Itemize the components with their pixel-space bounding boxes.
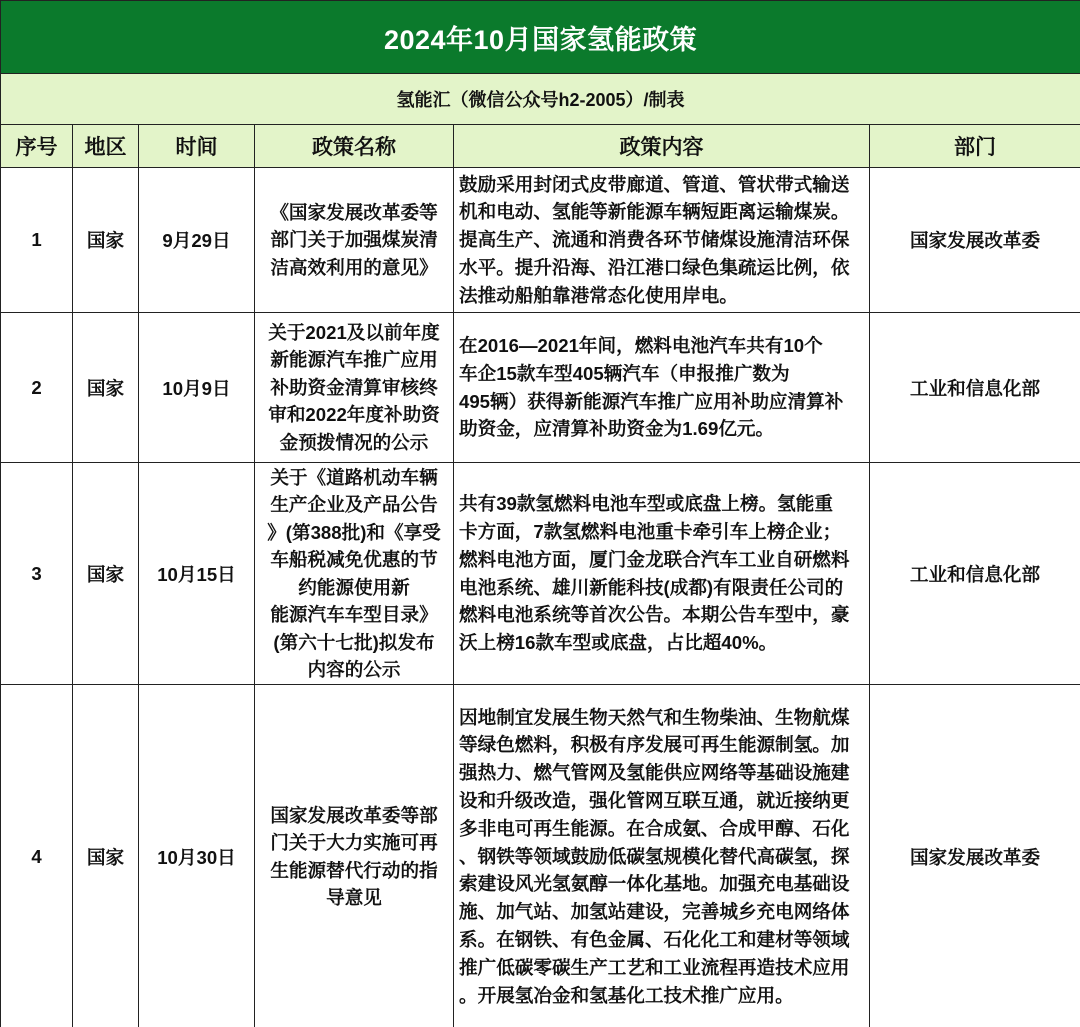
row-policy-name-line: 关于2021及以前年度 — [268, 321, 440, 343]
row-policy-name-line: 审和2022年度补助资 — [268, 404, 440, 426]
row-policy-content-line: 法推动船舶靠港常态化使用岸电。 — [459, 284, 738, 306]
row-policy-content-line: 提高生产、流通和消费各环节储煤设施清洁环保 — [459, 229, 850, 251]
row-policy-name-line: 关于《道路机动车辆 — [270, 466, 438, 488]
row-policy-name-line: 生产企业及产品公告 — [270, 494, 438, 515]
row-policy-content-line: 鼓励采用封闭式皮带廊道、管道、管状带式输送 — [459, 173, 850, 195]
column-header-date: 时间 — [139, 125, 255, 168]
row-policy-name-line: 《国家发展改革委等 — [270, 201, 438, 223]
row-policy-name-cell — [255, 313, 454, 463]
row-policy-content-line: 因地制宜发展生物天然气和生物柴油、生物航煤 — [459, 706, 850, 728]
column-header-policy-content: 政策内容 — [454, 125, 870, 168]
row-policy-content-line: 、钢铁等领域鼓励低碳氢规模化替代高碳氢，探 — [459, 845, 850, 867]
row-policy-name-line: 生能源替代行动的指 — [270, 859, 438, 881]
row-policy-name-line: 新能源汽车推广应用 — [270, 349, 438, 371]
row-policy-name-line: 车船税减免优惠的节 — [270, 549, 438, 570]
row-policy-content-cell — [454, 685, 870, 1027]
row-index-cell: 3 — [1, 463, 73, 685]
row-policy-name-line: 门关于大力实施可再 — [270, 832, 438, 853]
row-policy-content-line: 沃上榜16款车型或底盘，占比超40%。 — [459, 632, 778, 654]
row-policy-content-line: 强热力、燃气管网及氢能供应网络等基础设施建 — [459, 762, 850, 784]
row-policy-content-line: 索建设风光氢氨醇一体化基地。加强充电基础设 — [459, 873, 850, 895]
row-policy-content-line: 水平。提升沿海、沿江港口绿色集疏运比例，依 — [459, 256, 850, 278]
row-region-cell: 国家 — [73, 168, 139, 313]
row-policy-name-cell — [255, 463, 454, 685]
row-policy-name-line: 》(第388批)和《享受 — [267, 521, 441, 543]
row-policy-name-line: 内容的公示 — [307, 659, 401, 680]
table-row — [1, 463, 1080, 685]
row-region-cell: 国家 — [73, 685, 139, 1027]
row-date-cell: 9月29日 — [139, 168, 255, 313]
row-policy-content-line: 燃料电池方面，厦门金龙联合汽车工业自研燃料 — [459, 548, 850, 570]
row-policy-name-line: 金预拨情况的公示 — [279, 431, 429, 453]
row-policy-content-cell — [454, 463, 870, 685]
row-department-cell: 国家发展改革委 — [870, 685, 1080, 1027]
row-policy-name-cell — [255, 685, 454, 1027]
row-policy-content-line: 。开展氢冶金和氢基化工技术推广应用。 — [459, 984, 794, 1006]
row-index-cell: 2 — [1, 313, 73, 463]
row-policy-name-line: 部门关于加强煤炭清 — [270, 229, 438, 251]
column-header-policy-name: 政策名称 — [255, 125, 454, 168]
row-policy-content-line: 设和升级改造，强化管网互联互通，就近接纳更 — [459, 790, 850, 811]
row-index-cell: 4 — [1, 685, 73, 1027]
row-policy-name-line: 洁高效利用的意见》 — [270, 256, 438, 278]
table-row — [1, 168, 1080, 313]
row-index-cell: 1 — [1, 168, 73, 313]
row-department-cell: 工业和信息化部 — [870, 313, 1080, 463]
row-policy-name-line: 约能源使用新 — [298, 576, 410, 598]
row-policy-name-line: (第六十七批)拟发布 — [273, 631, 435, 653]
row-department-cell: 国家发展改革委 — [870, 168, 1080, 313]
column-header-index: 序号 — [1, 125, 73, 168]
table-source-credit: 氢能汇（微信公众号h2-2005）/制表 — [1, 74, 1080, 125]
row-policy-content-line: 卡方面，7款氢燃料电池重卡牵引车上榜企业； — [459, 520, 842, 542]
row-policy-content-line: 共有39款氢燃料电池车型或底盘上榜。氢能重 — [459, 493, 833, 515]
row-date-cell: 10月30日 — [139, 685, 255, 1027]
row-policy-name-cell — [255, 168, 454, 313]
row-policy-content-cell — [454, 313, 870, 463]
row-policy-content-line: 推广低碳零碳生产工艺和工业流程再造技术应用 — [459, 956, 850, 978]
row-policy-name-line: 导意见 — [326, 887, 382, 908]
subtitle-row — [1, 74, 1080, 125]
row-date-cell: 10月15日 — [139, 463, 255, 685]
row-policy-content-cell — [454, 168, 870, 313]
row-policy-name-line: 补助资金清算审核终 — [270, 376, 438, 398]
column-header-department: 部门 — [870, 125, 1080, 168]
row-policy-content-line: 系。在钢铁、有色金属、石化化工和建材等领域 — [459, 928, 850, 950]
row-region-cell: 国家 — [73, 463, 139, 685]
table-row — [1, 685, 1080, 1027]
row-department-cell: 工业和信息化部 — [870, 463, 1080, 685]
row-policy-content-line: 车企15款车型405辆汽车（申报推广数为 — [459, 362, 790, 384]
row-policy-content-line: 在2016—2021年间，燃料电池汽车共有10个 — [459, 334, 823, 356]
column-header-row — [1, 125, 1080, 168]
row-policy-content-line: 电池系统、雄川新能科技(成都)有限责任公司的 — [459, 576, 844, 598]
row-policy-content-line: 495辆）获得新能源汽车推广应用补助应清算补 — [459, 390, 844, 412]
row-policy-content-line: 助资金，应清算补助资金为1.69亿元。 — [459, 418, 775, 440]
row-policy-content-line: 等绿色燃料，积极有序发展可再生能源制氢。加 — [459, 734, 850, 756]
table-body — [1, 168, 1080, 1027]
title-row — [1, 1, 1080, 74]
row-date-cell: 10月9日 — [139, 313, 255, 463]
row-region-cell: 国家 — [73, 313, 139, 463]
row-policy-content-line: 燃料电池系统等首次公告。本期公告车型中，豪 — [459, 604, 850, 626]
row-policy-content-line: 施、加气站、加氢站建设，完善城乡充电网络体 — [459, 901, 850, 923]
column-header-region: 地区 — [73, 125, 139, 168]
row-policy-content-line: 机和电动、氢能等新能源车辆短距离运输煤炭。 — [459, 201, 850, 223]
table-row — [1, 313, 1080, 463]
row-policy-content-line: 多非电可再生能源。在合成氨、合成甲醇、石化 — [459, 817, 850, 839]
table-title: 2024年10月国家氢能政策 — [1, 1, 1080, 74]
row-policy-name-line: 能源汽车车型目录》 — [270, 604, 438, 625]
row-policy-name-line: 国家发展改革委等部 — [270, 804, 438, 826]
